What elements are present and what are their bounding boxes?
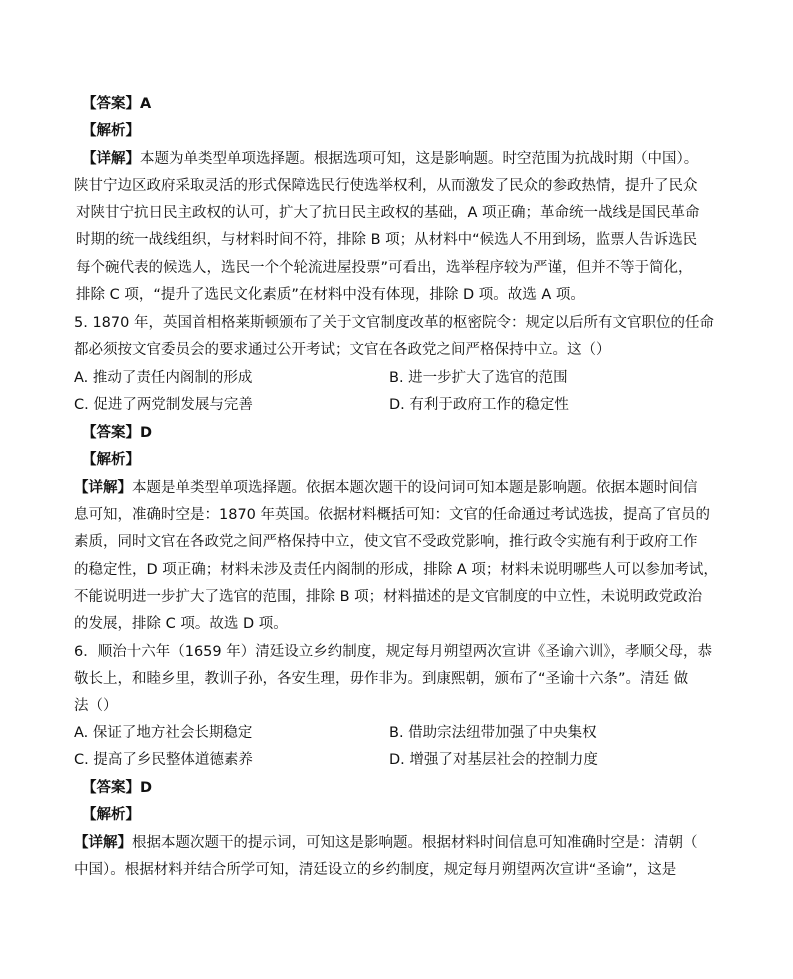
detail-label: 【详解】 [74, 835, 132, 851]
detail-line [74, 833, 698, 853]
detail-line [82, 149, 698, 169]
option-d: D. 增强了对基层社会的控制力度 [389, 752, 598, 768]
option-d: D. 有利于政府工作的稳定性 [389, 397, 569, 413]
detail-line: 的发展，排除 C 项。故选 D 项。 [74, 616, 288, 632]
detail-line: 每个碗代表的候选人，选民一个个轮流进屋投票”可看出，选举程序较为严谨，但并不等于简化， [76, 260, 693, 276]
option-b: B. 进一步扩大了选官的范围 [389, 370, 568, 386]
detail-text: 本题是单类型单项选择题。依据本题次题干的设问词可知本题是影响题。依据本题时间信 [132, 480, 698, 496]
analysis-label: 【解析】 [82, 123, 140, 139]
detail-label: 【详解】 [82, 151, 140, 167]
detail-text: 本题为单类型单项选择题。根据选项可知，这是影响题。时空范围为抗战时期（中国）。 [140, 151, 699, 167]
detail-line [74, 478, 698, 498]
option-c: C. 提高了乡民整体道德素养 [74, 752, 253, 768]
option-a: A. 保证了地方社会长期稳定 [74, 725, 253, 741]
question-stem: 法（） [74, 698, 118, 714]
answer-line [82, 423, 152, 443]
answer-line [82, 94, 151, 114]
detail-line: 的稳定性，D 项正确；材料未涉及责任内阁制的形成，排除 A 项；材料未说明哪些人可以参加考试， [74, 562, 718, 578]
answer-label: 【答案】 [82, 780, 140, 796]
option-b: B. 借助宗法纽带加强了中央集权 [389, 725, 597, 741]
question-stem: 6．顺治十六年（1659 年）清廷设立乡约制度，规定每月朔望两次宣讲《圣谕六训》，孝顺父母，恭 [74, 644, 712, 660]
analysis-label: 【解析】 [82, 807, 140, 823]
question-stem: 5. 1870 年，英国首相格莱斯顿颁布了关于文官制度改革的枢密院令：规定以后所有文官职位的任命 [74, 315, 714, 331]
question-stem: 都必须按文官委员会的要求通过公开考试；文官在各政党之间严格保持中立。这（） [74, 342, 611, 358]
answer-value: D [140, 780, 153, 796]
detail-line: 不能说明进一步扩大了选官的范围，排除 B 项；材料描述的是文官制度的中立性，未说明政党政治 [74, 589, 703, 605]
answer-value: D [140, 425, 153, 441]
detail-line: 陕甘宁边区政府采取灵活的形式保障选民行使选举权利，从而激发了民众的参政热情，提升了民众 [74, 178, 698, 194]
detail-line: 排除 C 项，“提升了选民文化素质”在材料中没有体现，排除 D 项。故选 A 项。 [76, 287, 585, 303]
option-a: A. 推动了责任内阁制的形成 [74, 370, 253, 386]
answer-label: 【答案】 [82, 425, 140, 441]
detail-line: 中国）。根据材料并结合所学可知，清廷设立的乡约制度，规定每月朔望两次宣讲“圣谕”，这是 [74, 862, 677, 878]
option-c: C. 促进了两党制发展与完善 [74, 397, 253, 413]
analysis-label: 【解析】 [82, 452, 140, 468]
answer-line [82, 778, 152, 798]
detail-line: 素质，同时文官在各政党之间严格保持中立，使文官不受政党影响，推行政令实施有利于政府工作 [74, 534, 698, 550]
detail-line: 息可知，准确时空是：1870 年英国。依据材料概括可知：文官的任命通过考试选拔，提高了官员的 [74, 507, 711, 523]
detail-line: 对陕甘宁抗日民主政权的认可，扩大了抗日民主政权的基础，A 项正确；革命统一战线是国民革命 [76, 205, 700, 221]
answer-value: A [140, 96, 152, 112]
detail-text: 根据本题次题干的提示词，可知这是影响题。根据材料时间信息可知准确时空是：清朝（ [132, 835, 698, 851]
detail-label: 【详解】 [74, 480, 132, 496]
detail-line: 时期的统一战线组织，与材料时间不符，排除 B 项；从材料中“候选人不用到场，监票人告诉选民 [76, 232, 698, 248]
answer-label: 【答案】 [82, 96, 140, 112]
question-stem: 敬长上，和睦乡里，教训子孙，各安生理，毋作非为。到康熙朝，颁布了“圣谕十六条”。清廷 做 [74, 671, 689, 687]
